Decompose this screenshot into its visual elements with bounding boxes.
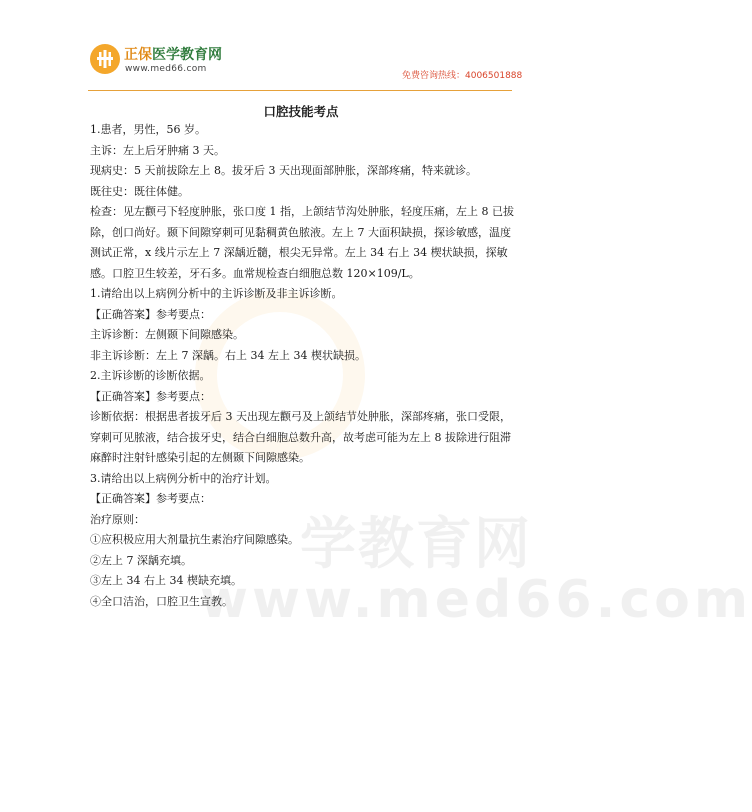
paragraph: 主诉诊断：左侧颞下间隙感染。 [90,328,244,341]
watermark-text: 学教育网 [300,512,532,577]
paragraph: 1.患者，男性，56 岁。 [90,123,206,136]
page-title: 口腔技能考点 [263,104,339,119]
hotline-text: 免费咨询热线：4006501888 [402,71,523,81]
paragraph: 治疗原则： [90,512,145,526]
answer-label: 【正确答案】参考要点： [90,307,211,321]
answer-label: 【正确答案】参考要点： [90,492,211,505]
watermark-url: www.med66.com [200,570,752,630]
logo-icon [90,44,120,74]
document-body [90,120,518,612]
answer-label: 【正确答案】参考要点： [90,389,211,403]
paragraph: 非主诉诊断：左上 7 深龋。右上 34 左上 34 楔状缺损。 [90,348,366,362]
brand-name: 正保 [124,47,152,63]
site-name: 医学教育网 [152,47,222,63]
question: 1.请给出以上病例分析中的主诉诊断及非主诉诊断。 [90,287,343,300]
question: 3.请给出以上病例分析中的治疗计划。 [90,471,277,485]
paragraph: 现病史：5 天前拔除左上 8。拔牙后 3 天出现面部肿胀，深部疼痛，特来就诊。 [90,164,477,177]
list-item: ③左上 34 右上 34 楔缺充填。 [90,574,242,587]
paragraph: 诊断依据：根据患者拔牙后 3 天出现左颧弓及上颌结节处肿胀，深部疼痛，张口受限，穿刺可见脓液，结合拔牙史，结合白细胞总数升高，故考虑可能为左上 8 拔除进行阻滞麻醉时注射针感染引起的左侧颞下间隙感染。 [90,410,511,464]
logo-text [124,44,222,64]
list-item: ④全口洁治，口腔卫生宣教。 [90,594,233,608]
list-item: ①应积极应用大剂量抗生素治疗间隙感染。 [90,533,299,546]
list-item: ②左上 7 深龋充填。 [90,553,192,567]
header-divider [88,90,512,91]
question: 2.主诉诊断的诊断依据。 [90,369,211,382]
page-header [0,0,602,92]
site-url[interactable]: www.med66.com [125,64,207,74]
paragraph: 主诉：左上后牙肿痛 3 天。 [90,143,225,157]
paragraph: 检查：见左颧弓下轻度肿胀，张口度 1 指，上颌结节沟处肿胀，轻度压痛，左上 8 已拔除，创口尚好。颞下间隙穿刺可见黏稠黄色脓液。左上 7 大面积缺损，探诊敏感，温度测试正常，x 线片示左上 7 深龋近髓，根尖无异常。左上 34 右上 34 楔状缺损，探敏感。口腔卫生较差，牙石多。血常规检查白细胞总数 120×109/L。 [90,205,514,280]
paragraph: 既往史：既往体健。 [90,184,189,198]
